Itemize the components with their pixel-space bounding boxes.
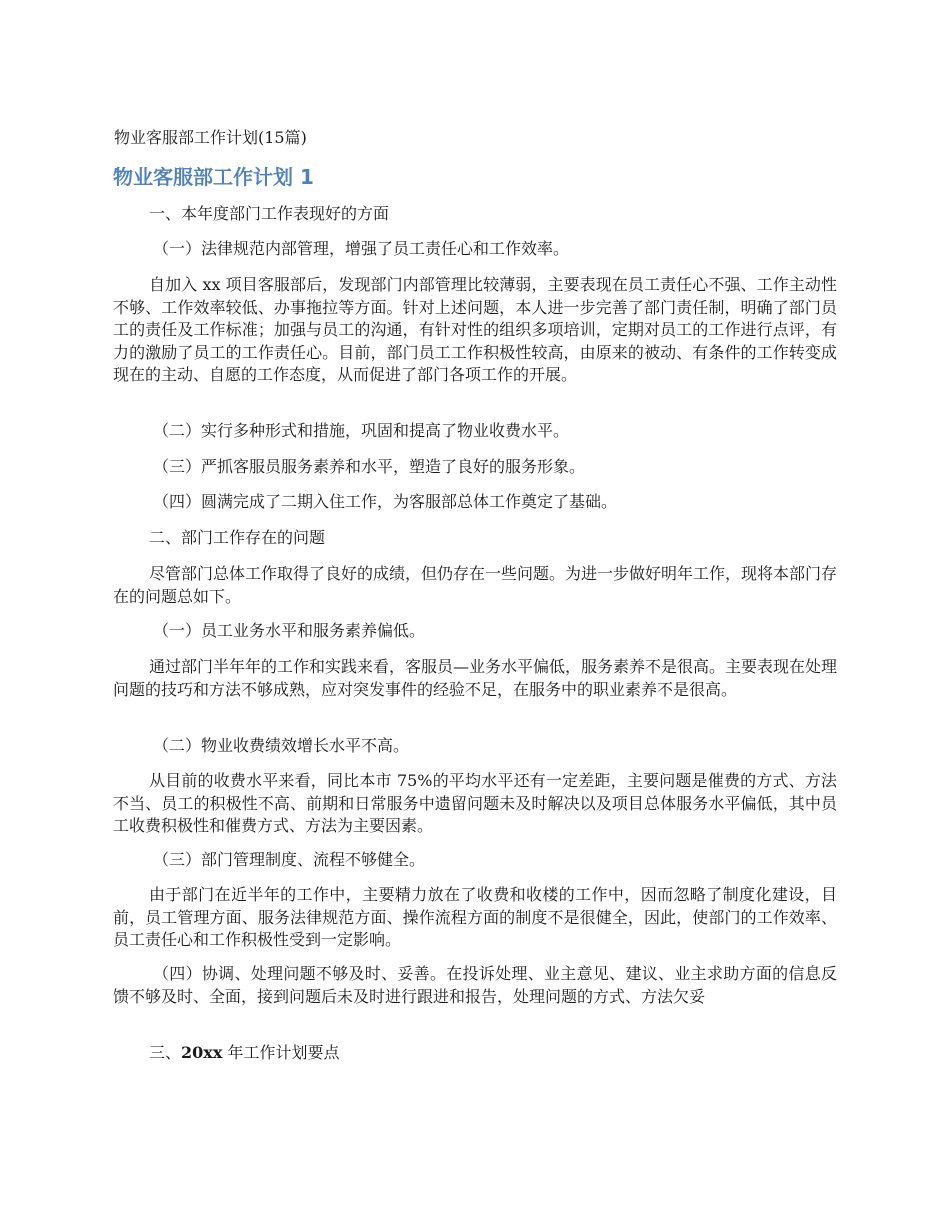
paragraph-5: （三）严抓客服员服务素养和水平，塑造了良好的服务形象。 — [153, 457, 586, 476]
paragraph-4: （二）实行多种形式和措施，巩固和提高了物业收费水平。 — [153, 421, 570, 440]
paragraph-8: 尽管部门总体工作取得了良好的成绩，但仍存在一些问题。为进一步做好明年工作，现将本部门存在的问题总如下。 — [113, 564, 838, 606]
paragraph-7: 二、部门工作存在的问题 — [149, 528, 326, 547]
paragraph-13: （三）部门管理制度、流程不够健全。 — [153, 850, 426, 869]
paragraph-10: 通过部门半年年的工作和实践来看，客服员—业务水平偏低，服务素养不是很高。主要表现在处理问题的技巧和方法不够成熟，应对突发事件的经验不足，在服务中的职业素养不是很高。 — [113, 657, 838, 699]
section-heading: 物业客服部工作计划 1 — [113, 165, 314, 189]
section-three-heading — [113, 1042, 837, 1065]
paragraph-1: 一、本年度部门工作表现好的方面 — [149, 204, 390, 223]
heading-prefix: 三、 — [149, 1043, 182, 1062]
paragraph-11: （二）物业收费绩效增长水平不高。 — [153, 736, 410, 755]
heading-suffix: 年工作计划要点 — [222, 1043, 340, 1062]
paragraph-15: （四）协调、处理问题不够及时、妥善。在投诉处理、业主意见、建议、业主求助方面的信息反馈不够及时、全面，接到问题后未及时进行跟进和报告，处理问题的方式、方法欠妥 — [113, 964, 837, 1006]
paragraph-6: （四）圆满完成了二期入住工作，为客服部总体工作奠定了基础。 — [153, 492, 618, 511]
paragraph-14: 由于部门在近半年的工作中，主要精力放在了收费和收楼的工作中，因而忽略了制度化建设，目前，员工管理方面、服务法律规范方面、操作流程方面的制度不是很健全，因此，使部门的工作效率、员工责任心和工作积极性受到一定影响。 — [113, 885, 837, 949]
paragraph-3: 自加入 xx 项目客服部后，发现部门内部管理比较薄弱，主要表现在员工责任心不强、工作主动性不够、工作效率较低、办事拖拉等方面。针对上述问题，本人进一步完善了部门责任制，明确了部门员工的责任及工作标准；加强与员工的沟通，有针对性的组织多项培训，定期对员工的工作进行点评，有力的激励了员工的工作责任心。目前，部门员工工作积极性较高，由原来的被动、有条件的工作转变成现在的主动、自愿的工作态度，从而促进了部门各项工作的开展。 — [113, 275, 837, 384]
paragraph-9: （一）员工业务水平和服务素养偏低。 — [153, 621, 426, 640]
paragraph-12: 从目前的收费水平来看，同比本市 75%的平均水平还有一定差距，主要问题是催费的方式、方法不当、员工的积极性不高、前期和日常服务中遗留问题未及时解决以及项目总体服务水平偏低，其中员工收费积极性和催费方式、方法为主要因素。 — [113, 771, 837, 835]
document-title: 物业客服部工作计划(15篇) — [114, 128, 307, 147]
heading-year: 20xx — [181, 1043, 223, 1062]
paragraph-2: （一）法律规范内部管理，增强了员工责任心和工作效率。 — [153, 239, 570, 258]
